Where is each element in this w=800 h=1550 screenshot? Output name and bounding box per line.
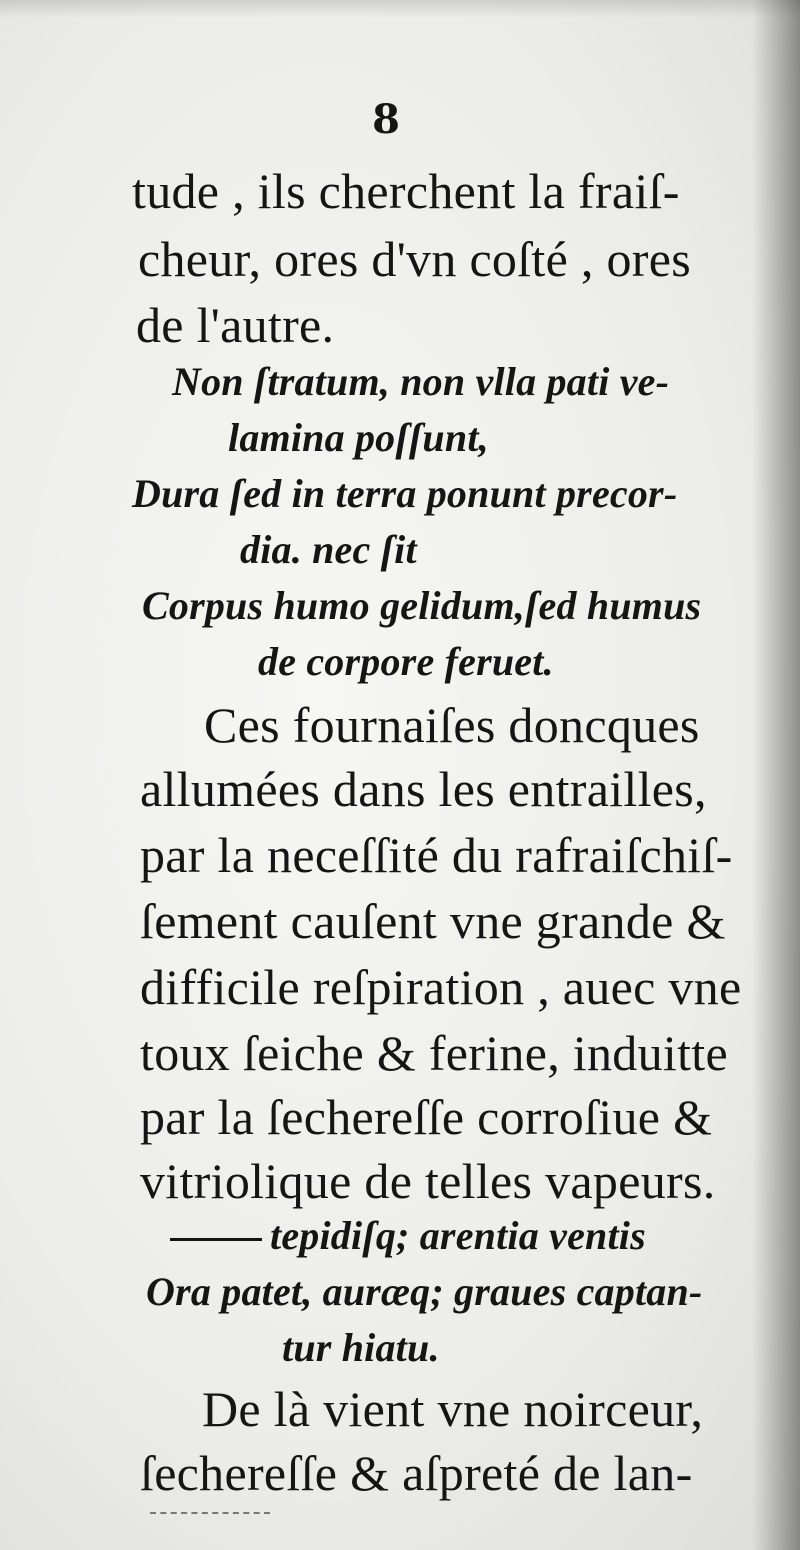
em-dash: [170, 1238, 262, 1241]
text-line-6: par la neceſſité du rafraiſchiſ-: [140, 827, 733, 883]
text-line-7: ſement cauſent vne grande &: [140, 893, 726, 949]
text-line-9: toux ſeiche & ferine, induitte: [140, 1025, 728, 1081]
text-line-4: Ces fournaiſes doncques: [204, 697, 700, 753]
text-line-1: tude , ils cherchent la fraiſ-: [132, 163, 680, 219]
text-line-5: allumées dans les entrailles,: [140, 761, 707, 817]
verse-line-7-text: tepidiſq; arentia ventis: [270, 1213, 646, 1258]
verse-line-5: Corpus humo gelidum,ſed humus: [142, 583, 702, 628]
verse-line-6: de corpore feruet.: [258, 639, 554, 684]
page-gutter-shadow: [752, 0, 800, 1550]
verse-line-9: tur hiatu.: [282, 1325, 440, 1370]
text-line-13: ſechereſſe & aſpreté de lan-: [140, 1445, 693, 1501]
verse-line-1: Non ſtratum, non vlla pati ve-: [172, 359, 670, 404]
bottom-rule: [150, 1512, 270, 1514]
text-line-10: par la ſechereſſe corroſiue &: [140, 1089, 713, 1145]
page-top-shadow: [0, 0, 800, 18]
verse-line-8: Ora patet, auræq; graues captan-: [146, 1269, 703, 1314]
text-line-12: De là vient vne noirceur,: [202, 1381, 704, 1437]
verse-line-3: Dura ſed in terra ponunt precor-: [132, 471, 678, 516]
verse-line-4: dia. nec ſit: [240, 527, 417, 572]
text-line-8: difficile reſpiration , auec vne: [140, 959, 742, 1015]
page-number: 8: [372, 96, 400, 143]
text-line-11: vitriolique de telles vapeurs.: [140, 1153, 716, 1209]
verse-line-2: lamina poſſunt,: [228, 415, 489, 460]
text-line-2: cheur, ores d'vn coſté , ores: [138, 231, 692, 287]
verse-line-7: [170, 1213, 646, 1258]
text-line-3: de l'autre.: [136, 297, 335, 353]
